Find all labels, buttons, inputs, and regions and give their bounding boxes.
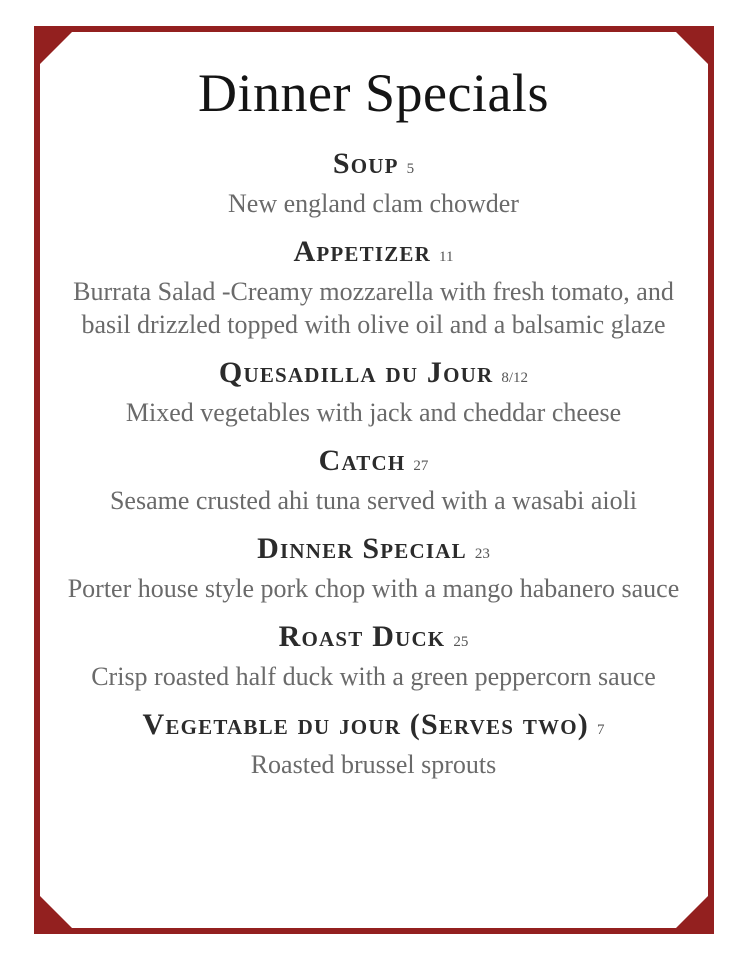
menu-item-heading [60,234,687,275]
menu-item [60,234,687,341]
menu-item [60,443,687,517]
menu-item-heading [60,146,687,187]
menu-item-heading [60,619,687,660]
menu-item-name: Appetizer [293,235,432,268]
menu-item-name: Soup [332,147,399,180]
menu-item-heading [60,531,687,572]
menu-item-description: Burrata Salad -Creamy mozzarella with fresh tomato, and basil drizzled topped with olive oil and a balsamic glaze [73,277,674,339]
menu-item-name: Roast Duck [278,620,446,653]
menu-title: Dinner Specials [198,63,549,123]
menu-item-heading [60,707,687,748]
menu-item-price: 5 [406,161,415,177]
menu-item-name: Quesadilla du Jour [218,356,494,389]
menu-item [60,707,687,781]
menu-item [60,146,687,220]
menu-item [60,619,687,693]
menu-item-description: Porter house style pork chop with a mango habanero sauce [67,574,680,603]
menu-item-heading [60,355,687,396]
menu-item-description: Mixed vegetables with jack and cheddar cheese [125,398,622,427]
menu-item-price: 27 [413,458,429,474]
menu-item-price: 8/12 [501,370,529,386]
menu-item-price: 7 [596,722,605,738]
menu-item [60,531,687,605]
menu-item-price: 25 [453,634,469,650]
menu-item-heading [60,443,687,484]
menu-item-price: 23 [474,546,490,562]
menu-item-description: Roasted brussel sprouts [250,750,497,779]
menu-item-description: New england clam chowder [228,189,519,218]
menu-item [60,355,687,429]
menu-item-price: 11 [439,249,454,265]
corner-ornament-bottom-left [40,896,72,928]
menu-item-name: Dinner Special [257,532,467,565]
menu-item-name: Catch [318,444,406,477]
menu-item-list [60,146,687,795]
corner-ornament-bottom-right [676,896,708,928]
menu-item-description: Sesame crusted ahi tuna served with a wasabi aioli [109,486,638,515]
menu-item-description: Crisp roasted half duck with a green peppercorn sauce [91,662,656,691]
menu-item-name: Vegetable du jour (Serves two) [142,708,589,741]
